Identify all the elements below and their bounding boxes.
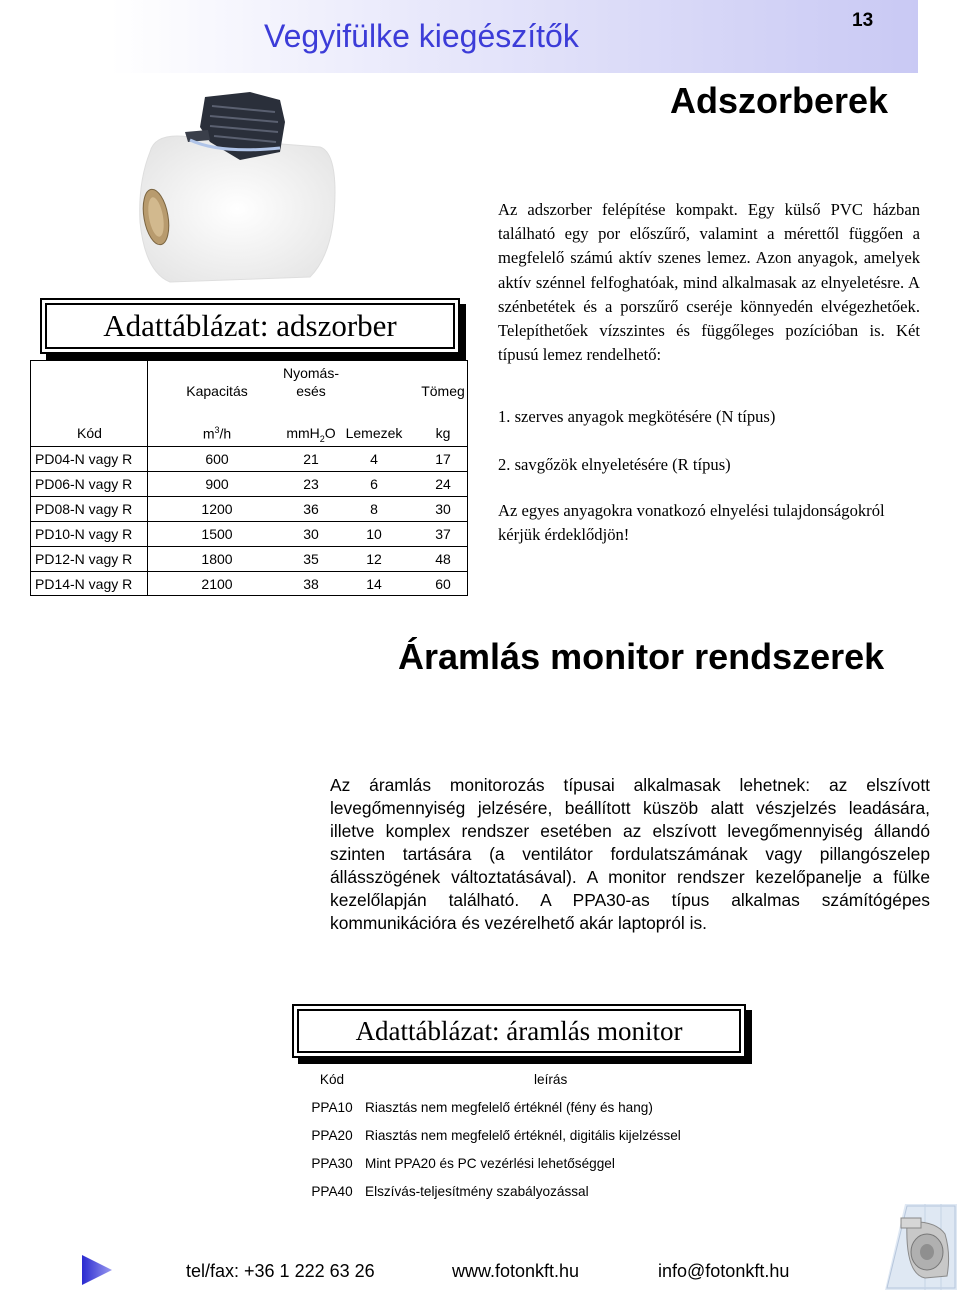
adsorber-table <box>30 360 468 596</box>
table-cell-code: PPA40 <box>311 1184 353 1199</box>
adsorber-list-item-r: 2. savgőzök elnyeletésére (R típus) <box>498 455 731 474</box>
header-pressure-unit: mmH$_2$O <box>286 425 336 444</box>
table-row-divider <box>31 446 467 447</box>
header-code: Kód <box>319 1072 345 1087</box>
table-cell-description: Elszívás-teljesítmény szabályozással <box>365 1184 589 1199</box>
flow-monitor-section-title: Áramlás monitor rendszerek <box>398 636 885 677</box>
adsorber-section-title: Adszorberek <box>670 80 889 121</box>
table-row-divider <box>31 521 467 522</box>
table-cell-weight: 17 <box>435 451 451 467</box>
page-number: 13 <box>852 10 874 31</box>
table-cell-plates: 12 <box>366 551 382 567</box>
footer-triangle-icon <box>80 1253 114 1287</box>
table-cell-pressure: 30 <box>303 526 319 542</box>
header-code: Kód <box>77 425 102 441</box>
adsorber-closing-text: Az egyes anyagokra vonatkozó elnyelési tulajdonságokról kérjük érdeklődjön! <box>498 501 885 544</box>
table-cell-weight: 60 <box>435 576 451 592</box>
table-cell-code: PD04-N vagy R <box>35 451 133 467</box>
table-cell-weight: 37 <box>435 526 451 542</box>
table-cell-pressure: 36 <box>303 501 319 517</box>
table-cell-pressure: 38 <box>303 576 319 592</box>
table-row-divider <box>31 496 467 497</box>
table-cell-code: PD12-N vagy R <box>35 551 133 567</box>
header-weight: Tömeg <box>421 383 465 399</box>
table-cell-description: Riasztás nem megfelelő értéknél (fény és hang) <box>365 1100 653 1115</box>
table-cell-code: PPA30 <box>311 1156 353 1171</box>
table-cell-code: PD10-N vagy R <box>35 526 133 542</box>
table-cell-description: Mint PPA20 és PC vezérlési lehetőséggel <box>365 1156 615 1171</box>
adsorber-table-title: Adattáblázat: adszorber <box>40 298 460 354</box>
table-cell-code: PD06-N vagy R <box>35 476 133 492</box>
table-cell-pressure: 23 <box>303 476 319 492</box>
table-row-divider <box>31 571 467 572</box>
table-column-divider <box>147 361 148 595</box>
adsorber-product-image <box>130 92 350 292</box>
table-cell-capacity: 900 <box>205 476 229 492</box>
table-cell-code: PD08-N vagy R <box>35 501 133 517</box>
table-cell-plates: 6 <box>370 476 378 492</box>
table-cell-code: PPA20 <box>311 1128 353 1143</box>
header-pressure-top: Nyomás- <box>282 365 339 381</box>
flow-monitor-device-image <box>865 1204 957 1290</box>
footer-email-link[interactable]: info@fotonkft.hu <box>658 1261 790 1281</box>
table-cell-weight: 24 <box>435 476 451 492</box>
table-row-divider <box>31 546 467 547</box>
header-plates: Lemezek <box>345 425 403 441</box>
table-cell-weight: 30 <box>435 501 451 517</box>
table-cell-capacity: 2100 <box>201 576 233 592</box>
footer-website-link[interactable]: www.fotonkft.hu <box>452 1261 580 1281</box>
header-description: leírás <box>534 1072 568 1087</box>
table-cell-capacity: 1500 <box>201 526 233 542</box>
footer-phone: tel/fax: +36 1 222 63 26 <box>186 1261 375 1281</box>
flow-monitor-table-title: Adattáblázat: áramlás monitor <box>292 1004 746 1058</box>
table-cell-weight: 48 <box>435 551 451 567</box>
table-cell-capacity: 1200 <box>201 501 233 517</box>
header-capacity: Kapacitás <box>186 383 248 399</box>
flow-monitor-description: Az áramlás monitorozás típusai alkalmasak lehetnek: az elszívott levegőmennyiség jelzésére, beállított küszöb alatt vészjelzés leadására, illetve komplex rendszer esetében az elszívott levegőmennyiség állandó szinten tartására (a ventilátor fordulatszámának vagy pillangószelep állásszögének változtatásával). A monitor rendszer kezelőpanelje a fülke kezelőlapján található. A PPA30-as típus alkalmas számítógépes kommunikációra és vezérelhető akár laptopról is. <box>330 775 930 933</box>
table-cell-plates: 10 <box>366 526 382 542</box>
table-cell-code: PPA10 <box>311 1100 353 1115</box>
header-pressure-bottom: esés <box>296 383 326 399</box>
table-cell-description: Riasztás nem megfelelő értéknél, digitális kijelzéssel <box>365 1128 681 1143</box>
table-cell-pressure: 35 <box>303 551 319 567</box>
adsorber-list-item-n: 1. szerves anyagok megkötésére (N típus) <box>498 407 776 426</box>
adsorber-description: Az adszorber felépítése kompakt. Egy külső PVC házban található egy por előszűrő, valamint a mérettől függően a megfelelő számú aktív szenes lemez. Azon anyagok, amelyek aktív szénnel felfoghatóak, mind alkalmasak az elnyeletésre. A szénbetétek és a porszűrő cseréje könnyedén elvégezhetőek. Telepíthetőek vízszintes és függőleges pozícióban is. Két típusú lemez rendelhető: <box>498 200 920 365</box>
header-weight-unit: kg <box>435 425 451 441</box>
table-cell-plates: 4 <box>370 451 378 467</box>
table-cell-plates: 14 <box>366 576 382 592</box>
header-capacity-unit: $m^3/h$ <box>202 425 232 442</box>
table-cell-capacity: 600 <box>205 451 229 467</box>
table-cell-plates: 8 <box>370 501 378 517</box>
header-title: Vegyifülke kiegészítők <box>264 18 579 54</box>
table-cell-code: PD14-N vagy R <box>35 576 133 592</box>
table-row-divider <box>31 471 467 472</box>
table-cell-capacity: 1800 <box>201 551 233 567</box>
table-cell-pressure: 21 <box>303 451 319 467</box>
